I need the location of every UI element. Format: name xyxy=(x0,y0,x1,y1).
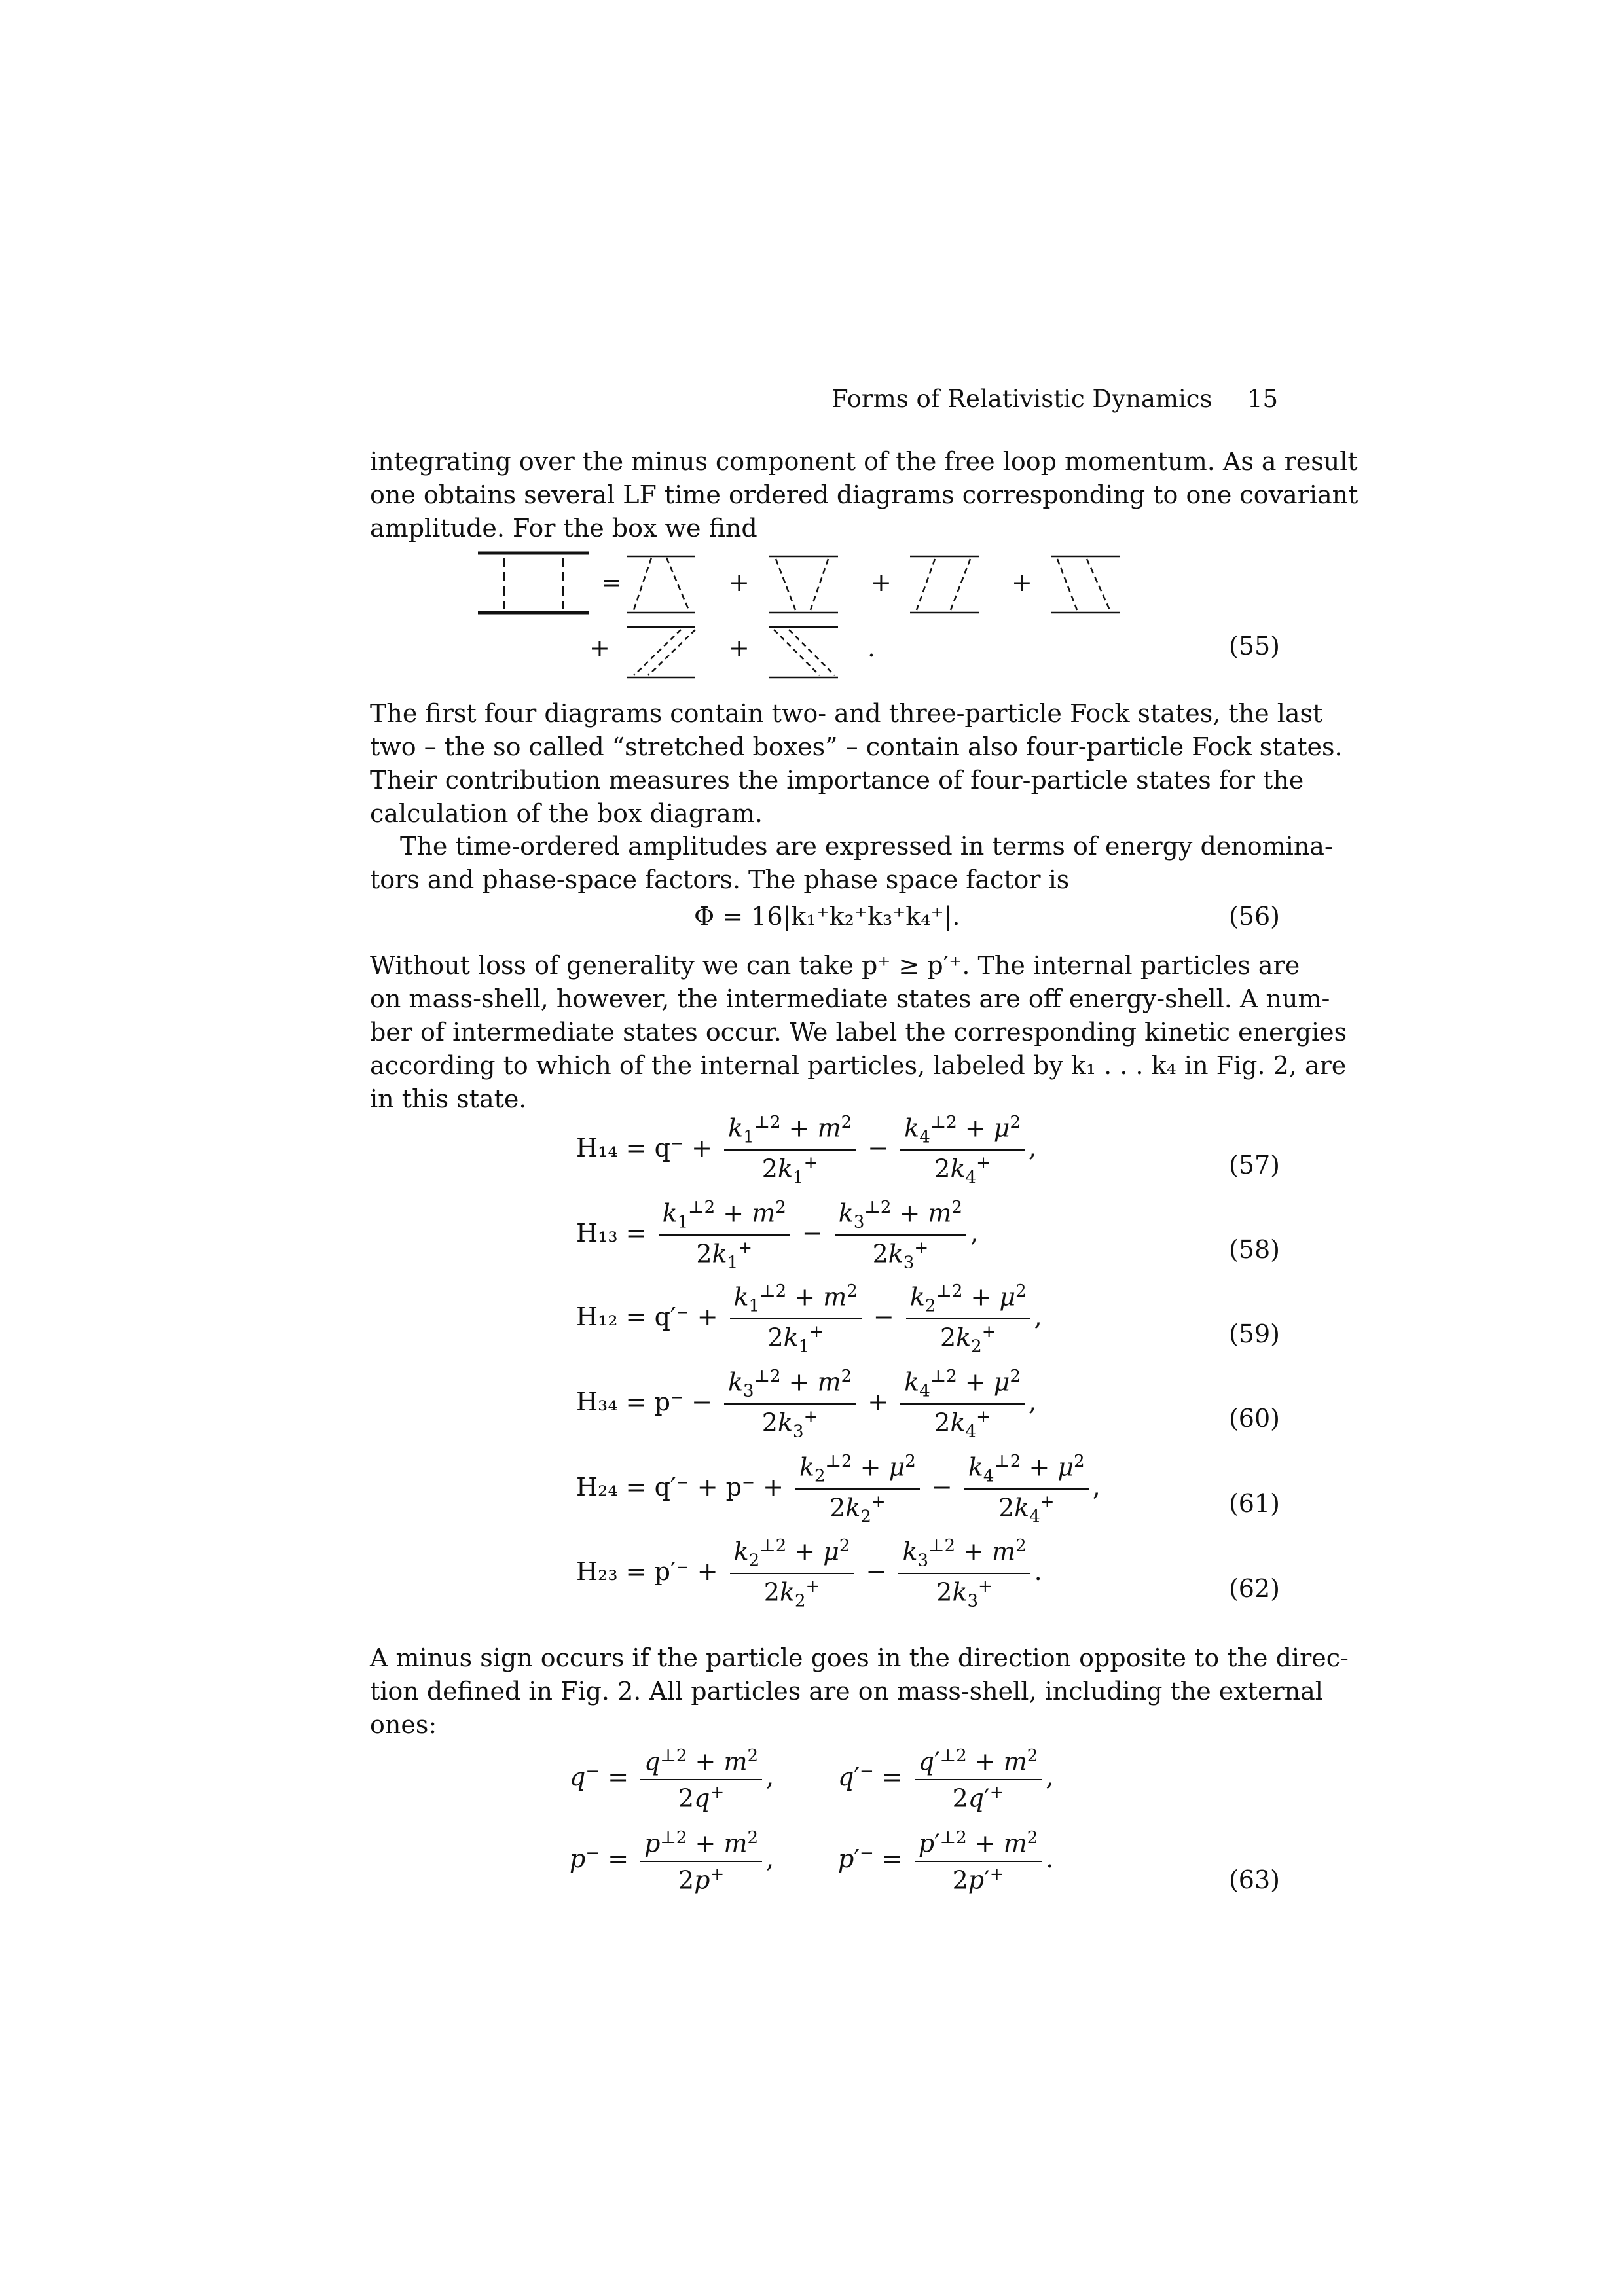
equation-p-prime-minus: p′− = $\frac{p'^{\perp 2} + m^2}{2p'^+}$ . xyxy=(838,1828,1054,1895)
equation-lhs: H₁₃ = xyxy=(576,1218,647,1247)
equation-lhs: H₃₄ = p⁻ − xyxy=(576,1387,712,1416)
plus-sign: + xyxy=(1012,568,1032,597)
text-line: according to which of the internal particles, labeled by k₁ . . . k₄ in Fig. 2, are xyxy=(370,1051,1347,1080)
stretched-box-1 xyxy=(627,627,695,677)
equation-h13: H₁₃ = $\frac{k_1^{\perp 2} + m^2}{2k_1^+}$ − $\frac{k_3^{\perp 2} + m^2}{2k_3^+}$ , xyxy=(576,1198,979,1273)
paragraph-fock-states xyxy=(370,697,1343,831)
text-line: tion defined in Fig. 2. All particles are on mass-shell, including the external xyxy=(370,1677,1323,1706)
text-line: ber of intermediate states occur. We label the corresponding kinetic energies xyxy=(370,1018,1347,1047)
text-line: A minus sign occurs if the particle goes in the direction opposite to the direc- xyxy=(370,1643,1349,1672)
text-line: Without loss of generality we can take p⁺ ≥ p′⁺. The internal particles are xyxy=(370,951,1300,980)
equation-number: (63) xyxy=(1228,1865,1280,1894)
text-line: The first four diagrams contain two- and three-particle Fock states, the last xyxy=(370,699,1323,728)
equation-number: (61) xyxy=(1228,1489,1280,1518)
lf-diagram-1 xyxy=(627,556,695,613)
equation-q-minus: q− = $\frac{q^{\perp 2} + m^2}{2q^+}$ , xyxy=(570,1746,775,1813)
equation-number: (57) xyxy=(1228,1151,1280,1179)
text-line: The time-ordered amplitudes are expressed in terms of energy denomina- xyxy=(400,832,1333,861)
equation-p-minus: p− = $\frac{p^{\perp 2} + m^2}{2p^+}$ , xyxy=(570,1828,775,1895)
text-line: one obtains several LF time ordered diagrams corresponding to one covariant xyxy=(370,480,1359,509)
text-line: ones: xyxy=(370,1710,437,1739)
lf-diagram-2 xyxy=(769,556,838,613)
lf-diagram-3 xyxy=(910,556,979,613)
text-line: two – the so called “stretched boxes” – contain also four-particle Fock states. xyxy=(370,732,1343,761)
paragraph-intro xyxy=(370,445,1359,545)
text-line: Their contribution measures the importance of four-particle states for the xyxy=(370,766,1304,795)
equation-lhs: H₂₄ = q′⁻ + p⁻ + xyxy=(576,1472,784,1501)
stretched-box-2 xyxy=(769,627,838,677)
equation-h23: H₂₃ = p′⁻ + $\frac{k_2^{\perp 2} + \mu^2}{2k_2^+}$ − $\frac{k_3^{\perp 2} + m^2}{2k_3^+}$ . xyxy=(576,1536,1042,1611)
equation-h14: H₁₄ = q⁻ + $\frac{k_1^{\perp 2} + m^2}{2k_1^+}$ − $\frac{k_4^{\perp 2} + \mu^2}{2k_4^+}$ , xyxy=(576,1113,1037,1188)
period: . xyxy=(867,634,876,662)
paragraph-intermediate-states xyxy=(370,949,1347,1116)
lf-diagram-4 xyxy=(1051,556,1120,613)
page-number: 15 xyxy=(1247,385,1279,413)
equation-lhs: H₂₃ = p′⁻ + xyxy=(576,1556,718,1586)
equation-number: (60) xyxy=(1228,1404,1280,1433)
equation-h34: H₃₄ = p⁻ − $\frac{k_3^{\perp 2} + m^2}{2k_3^+}$ + $\frac{k_4^{\perp 2} + \mu^2}{2k_4^+}$ , xyxy=(576,1367,1037,1442)
equation-lhs: H₁₂ = q′⁻ + xyxy=(576,1302,718,1331)
paragraph-mass-shell xyxy=(370,1641,1349,1742)
equation-number: (62) xyxy=(1228,1574,1280,1603)
paragraph-phase-space xyxy=(370,830,1333,897)
box-diagram-equation xyxy=(458,550,1309,694)
plus-sign: + xyxy=(589,634,610,662)
running-title: Forms of Relativistic Dynamics xyxy=(831,385,1213,413)
covariant-box-diagram xyxy=(478,553,589,613)
equals-sign: = xyxy=(601,568,622,597)
text-line: tors and phase-space factors. The phase space factor is xyxy=(370,865,1070,894)
text-line: integrating over the minus component of the free loop momentum. As a result xyxy=(370,447,1358,476)
plus-sign: + xyxy=(729,634,750,662)
equation-h12: H₁₂ = q′⁻ + $\frac{k_1^{\perp 2} + m^2}{2k_1^+}$ − $\frac{k_2^{\perp 2} + \mu^2}{2k_2^+}$ , xyxy=(576,1282,1042,1357)
equation-phi: Φ = 16|k₁⁺k₂⁺k₃⁺k₄⁺|. xyxy=(694,902,960,931)
equation-number: (56) xyxy=(1228,902,1280,931)
equation-h24: H₂₄ = q′⁻ + p⁻ + $\frac{k_2^{\perp 2} + \mu^2}{2k_2^+}$ − $\frac{k_4^{\perp 2} + \mu^2}{2k_4^+}$ , xyxy=(576,1452,1101,1527)
text-line: on mass-shell, however, the intermediate states are off energy-shell. A num- xyxy=(370,984,1330,1013)
text-line: amplitude. For the box we find xyxy=(370,514,757,543)
equation-number: (59) xyxy=(1228,1319,1280,1348)
text-line: in this state. xyxy=(370,1085,527,1113)
equation-lhs: H₁₄ = q⁻ + xyxy=(576,1133,712,1162)
equation-q-prime-minus: q′− = $\frac{q'^{\perp 2} + m^2}{2q'^+}$ , xyxy=(838,1746,1054,1813)
equation-number: (58) xyxy=(1228,1235,1280,1264)
plus-sign: + xyxy=(729,568,750,597)
equation-number: (55) xyxy=(1228,632,1280,660)
plus-sign: + xyxy=(871,568,892,597)
text-line: calculation of the box diagram. xyxy=(370,799,763,828)
